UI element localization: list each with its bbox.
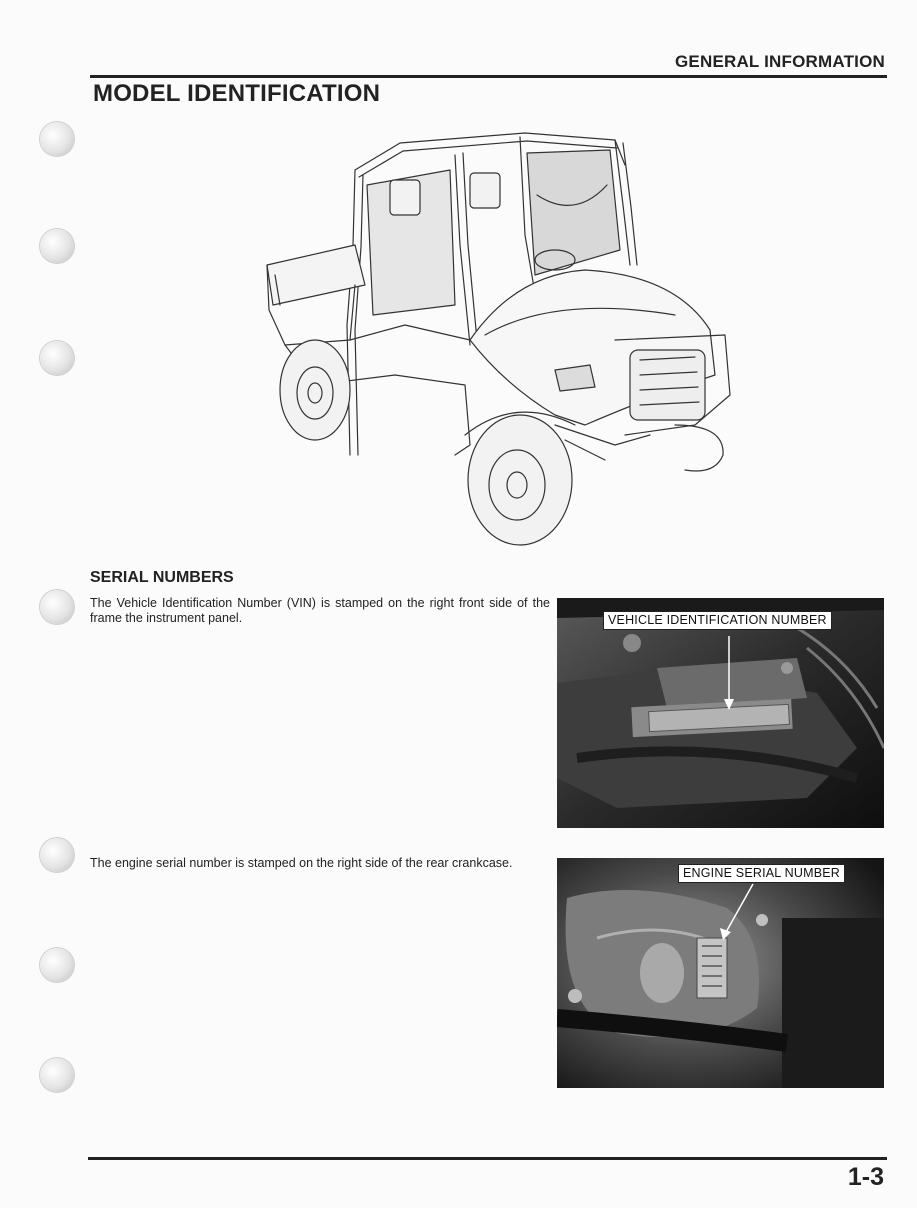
binder-hole [40, 838, 74, 872]
binder-hole [40, 122, 74, 156]
binder-hole [40, 590, 74, 624]
page-title: MODEL IDENTIFICATION [93, 80, 381, 107]
page-number: 1-3 [847, 1163, 884, 1191]
vin-location-photo [557, 598, 884, 828]
section-heading-serial-numbers: SERIAL NUMBERS [90, 569, 234, 586]
vin-photo-label: VEHICLE IDENTIFICATION NUMBER [603, 611, 832, 630]
section-header-title: GENERAL INFORMATION [675, 52, 885, 71]
binder-hole [40, 341, 74, 375]
engine-serial-location-photo [557, 858, 884, 1088]
engine-serial-photo-label: ENGINE SERIAL NUMBER [678, 864, 845, 883]
header-rule [90, 75, 887, 78]
footer-rule [88, 1157, 887, 1160]
utility-vehicle-illustration-icon [255, 125, 740, 550]
vin-description: The Vehicle Identification Number (VIN) is stamped on the right front side of the frame the instrument panel. [90, 596, 550, 625]
binder-hole [40, 1058, 74, 1092]
engine-serial-description: The engine serial number is stamped on the right side of the rear crankcase. [90, 856, 513, 870]
binder-hole [40, 948, 74, 982]
binder-hole [40, 229, 74, 263]
